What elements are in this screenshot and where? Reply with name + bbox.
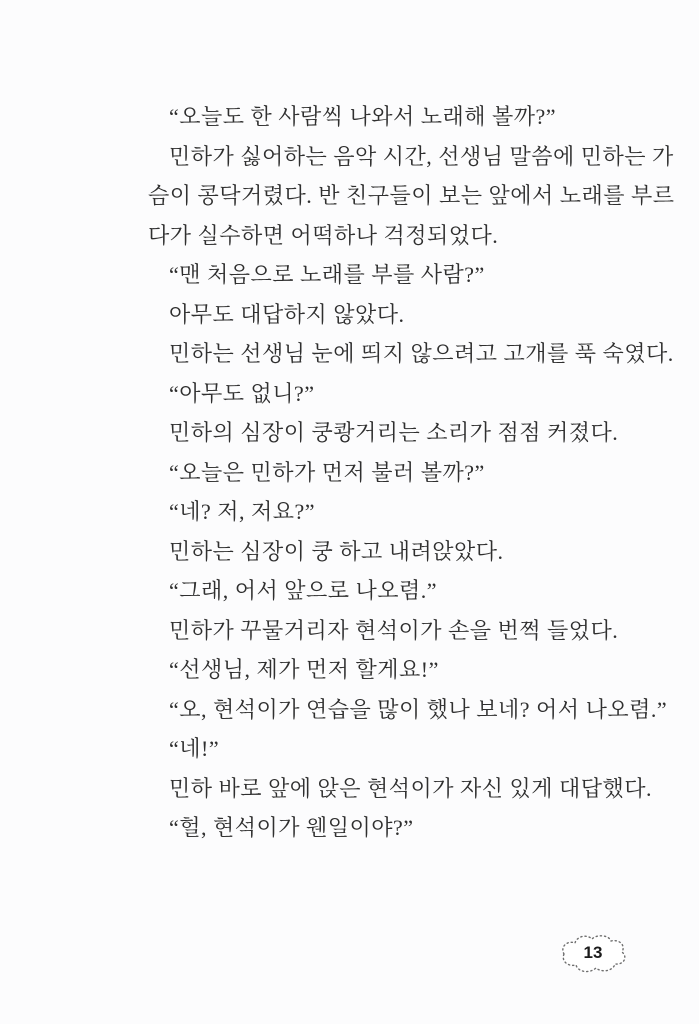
text-line: “그래, 어서 앞으로 나오렴.” bbox=[169, 578, 438, 603]
text-line: 민하의 심장이 쿵쾅거리는 소리가 점점 커졌다. bbox=[169, 420, 619, 445]
text-line: 민하는 심장이 쿵 하고 내려앉았다. bbox=[169, 538, 504, 564]
text-line: 민하 바로 앞에 앉은 현석이가 자신 있게 대답했다. bbox=[169, 775, 653, 801]
text-line: 민하가 꾸물거리자 현석이가 손을 번쩍 들었다. bbox=[169, 617, 619, 643]
text-line: 다가 실수하면 어떡하나 걱정되었다. bbox=[148, 222, 499, 248]
text-line: 민하는 선생님 눈에 띄지 않으려고 고개를 푹 숙였다. bbox=[169, 341, 674, 366]
text-line: 슴이 콩닥거렸다. 반 친구들이 보는 앞에서 노래를 부르 bbox=[148, 183, 675, 208]
text-line: “헐, 현석이가 웬일이야?” bbox=[169, 815, 414, 840]
text-line: “맨 처음으로 노래를 부를 사람?” bbox=[169, 262, 485, 287]
text-line: “아무도 없니?” bbox=[169, 380, 315, 406]
text-line: 민하가 싫어하는 음악 시간, 선생님 말씀에 민하는 가 bbox=[169, 143, 674, 169]
text-line: “오늘도 한 사람씩 나와서 노래해 볼까?” bbox=[169, 104, 557, 129]
text-line: “네? 저, 저요?” bbox=[169, 499, 316, 524]
text-line: “선생님, 제가 먼저 할게요!” bbox=[169, 657, 439, 682]
text-line: 아무도 대답하지 않았다. bbox=[169, 301, 405, 327]
page-number-badge bbox=[556, 931, 630, 977]
text-line: “오, 현석이가 연습을 많이 했나 보네? 어서 나오렴.” bbox=[169, 696, 668, 722]
page-number: 13 bbox=[583, 943, 603, 962]
story-text bbox=[148, 97, 675, 848]
text-line: “오늘은 민하가 먼저 불러 볼까?” bbox=[169, 459, 485, 485]
text-line: “네!” bbox=[169, 736, 220, 761]
